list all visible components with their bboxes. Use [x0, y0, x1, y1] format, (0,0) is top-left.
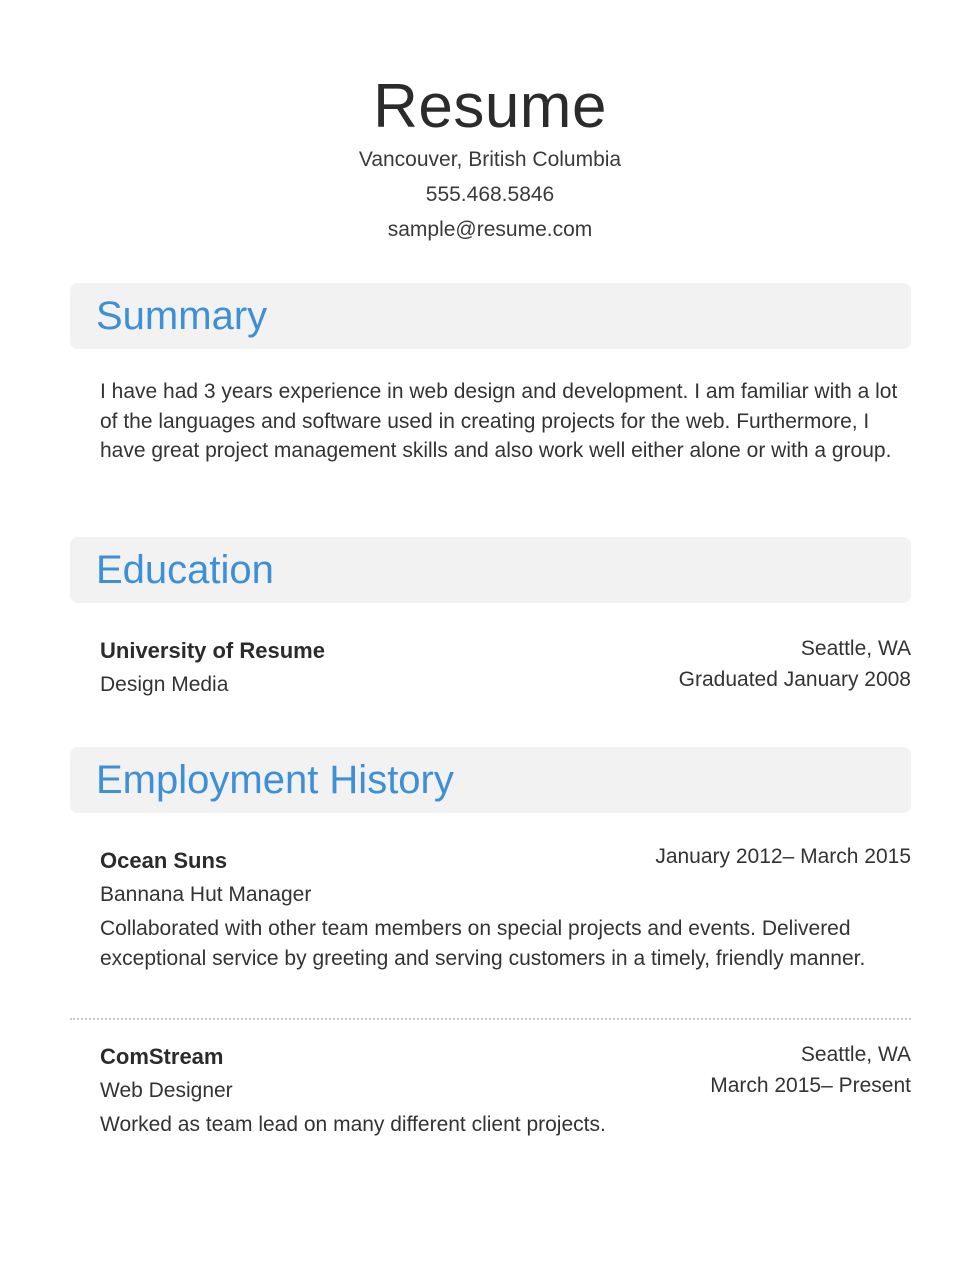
resume-title: Resume [373, 72, 607, 141]
job-dates: January 2012– March 2015 [655, 845, 911, 868]
education-section-bar [70, 537, 911, 603]
program-name: Design Media [100, 673, 229, 696]
company-name: Ocean Suns [100, 848, 228, 873]
summary-section-bar [70, 283, 911, 349]
summary-heading: Summary [96, 294, 268, 338]
job-description: Worked as team lead on many different client projects. [100, 1113, 606, 1136]
job-entry-left [100, 844, 311, 911]
job-description: Collaborated with other team members on special projects and events. Delivered exceptional service by greeting and serving customers in a timely, friendly manner. [100, 917, 866, 970]
job-entry-left [100, 1040, 233, 1107]
location-text: Vancouver, British Columbia [358, 148, 622, 171]
employment-section-bar [70, 747, 911, 813]
phone-text: 555.468.5846 [425, 183, 555, 206]
job-dates: March 2015– Present [710, 1074, 911, 1097]
school-name: University of Resume [100, 638, 325, 663]
education-entry-left [100, 634, 325, 701]
education-entry-right [679, 632, 911, 696]
job-role: Bannana Hut Manager [100, 883, 312, 906]
school-location: Seattle, WA [800, 637, 911, 660]
email-text: sample@resume.com [387, 218, 593, 241]
job-entry-right [655, 840, 911, 873]
education-heading: Education [96, 548, 274, 592]
employment-heading: Employment History [96, 758, 454, 802]
job-location: Seattle, WA [800, 1043, 911, 1066]
resume-header [0, 72, 980, 247]
summary-text: I have had 3 years experience in web design and development. I am familiar with a lot of the languages and software used in creating projects for the web. Furthermore, I have great project management skills and also work well either alone or with a group. [100, 380, 898, 462]
graduation-date: Graduated January 2008 [678, 668, 911, 691]
company-name: ComStream [100, 1044, 224, 1069]
job-entry-right [710, 1038, 911, 1102]
job-role: Web Designer [100, 1079, 233, 1102]
entry-divider [70, 1018, 911, 1020]
